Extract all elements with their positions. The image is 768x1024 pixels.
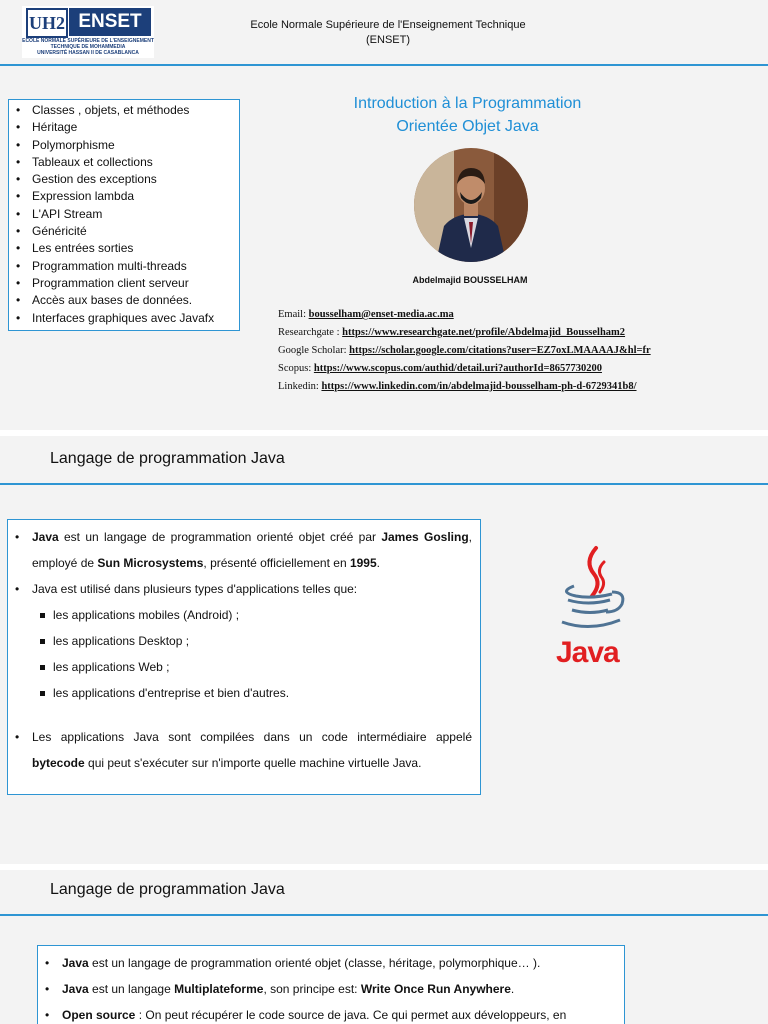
outline-item: • Tableaux et collections: [13, 154, 239, 171]
linkedin-link[interactable]: https://www.linkedin.com/in/abdelmajid-bousselham-ph-d-6729341b8/: [321, 381, 637, 392]
outline-item: • Accès aux bases de données.: [13, 292, 239, 309]
java-cup-icon: [548, 544, 632, 644]
paragraph-oop: • Java est un langage de programmation orienté objet (classe, héritage, polymorphique… ).: [45, 956, 541, 970]
outline-item: • Expression lambda: [13, 188, 239, 205]
paragraph-bytecode: • Les applications Java sont compilées dans un code intermédiaire appelé bytecode qui peut s'exécuter sur n'importe quelle machine virtuelle Java.: [15, 730, 472, 770]
outline-item: • Classes , objets, et méthodes: [13, 102, 239, 119]
logo-subtitle: ECOLE NORMALE SUPÉRIEURE DE L'ENSEIGNEMENT TECHNIQUE DE MOHAMMEDIA UNIVERSITÉ HASSAN II DE CASABLANCA: [22, 38, 154, 56]
list-item: les applications Web ;: [8, 654, 480, 680]
researchgate-link[interactable]: https://www.researchgate.net/profile/Abdelmajid_Bousselham2: [342, 327, 626, 338]
outline-item: • Les entrées sorties: [13, 240, 239, 257]
course-title: Introduction à la Programmation Orientée Objet Java: [353, 95, 582, 135]
title-divider: [0, 483, 768, 485]
application-list: [8, 602, 480, 706]
list-item: les applications d'entreprise et bien d'autres.: [8, 680, 480, 706]
outline-item: • Héritage: [13, 119, 239, 136]
school-name: Ecole Normale Supérieure de l'Enseignement Technique (ENSET): [250, 19, 526, 46]
outline-item: • Généricité: [13, 223, 239, 240]
title-divider: [0, 914, 768, 916]
slide-intro: [0, 0, 768, 430]
course-outline: [8, 99, 240, 331]
outline-item: • Polymorphisme: [13, 137, 239, 154]
enset-logo: [22, 6, 154, 58]
outline-item: • Gestion des exceptions: [13, 171, 239, 188]
java-features-box: [37, 945, 625, 1024]
contact-row: Linkedin: https://www.linkedin.com/in/abdelmajid-bousselham-ph-d-6729341b8/: [278, 381, 637, 392]
outline-item: • Programmation multi-threads: [13, 258, 239, 275]
list-item: les applications mobiles (Android) ;: [8, 602, 480, 628]
scopus-link[interactable]: https://www.scopus.com/authid/detail.uri?authorId=8657730200: [313, 363, 602, 374]
contact-row: Scopus: https://www.scopus.com/authid/detail.uri?authorId=8657730200: [278, 363, 602, 374]
java-logo: [548, 544, 632, 674]
paragraph-origin: • Java est un langage de programmation orienté objet créé par James Gosling, employé de Sun Microsystems, présenté officiellement en 1995.: [15, 530, 472, 570]
outline-item: • L'API Stream: [13, 206, 239, 223]
google-scholar-link[interactable]: https://scholar.google.com/citations?user=EZ7oxLMAAAAJ&hl=fr: [349, 345, 651, 356]
list-item: les applications Desktop ;: [8, 628, 480, 654]
author-name: Abdelmajid BOUSSELHAM: [412, 275, 528, 285]
author-contacts: [278, 306, 758, 396]
author-photo: [414, 148, 528, 262]
paragraph-usage: • Java est utilisé dans plusieurs types d'applications telles que:: [15, 582, 358, 596]
slide-java-features: [0, 870, 768, 1024]
slide-java-intro: [0, 436, 768, 864]
outline-item: • Interfaces graphiques avec Javafx: [13, 310, 239, 327]
slide-title: Langage de programmation Java: [50, 450, 285, 467]
paragraph-open-source: • Open source : On peut récupérer le code source de java. Ce qui permet aux développeurs, en: [45, 1008, 567, 1022]
uh2-logo-mark: UH2: [26, 8, 68, 38]
email-link[interactable]: bousselham@enset-media.ac.ma: [308, 309, 454, 320]
java-intro-box: [7, 519, 481, 795]
enset-logo-name: ENSET: [69, 8, 151, 36]
contact-row: Email: bousselham@enset-media.ac.ma: [278, 309, 454, 320]
paragraph-multiplatform: • Java est un langage Multiplateforme, son principe est: Write Once Run Anywhere.: [45, 982, 515, 996]
outline-item: • Programmation client serveur: [13, 275, 239, 292]
slide-title: Langage de programmation Java: [50, 881, 285, 898]
contact-row: Researchgate : https://www.researchgate.net/profile/Abdelmajid_Bousselham2: [278, 327, 626, 338]
header-divider: [0, 64, 768, 66]
java-wordmark: Java: [556, 636, 619, 669]
contact-row: Google Scholar: https://scholar.google.com/citations?user=EZ7oxLMAAAAJ&hl=fr: [278, 345, 651, 356]
